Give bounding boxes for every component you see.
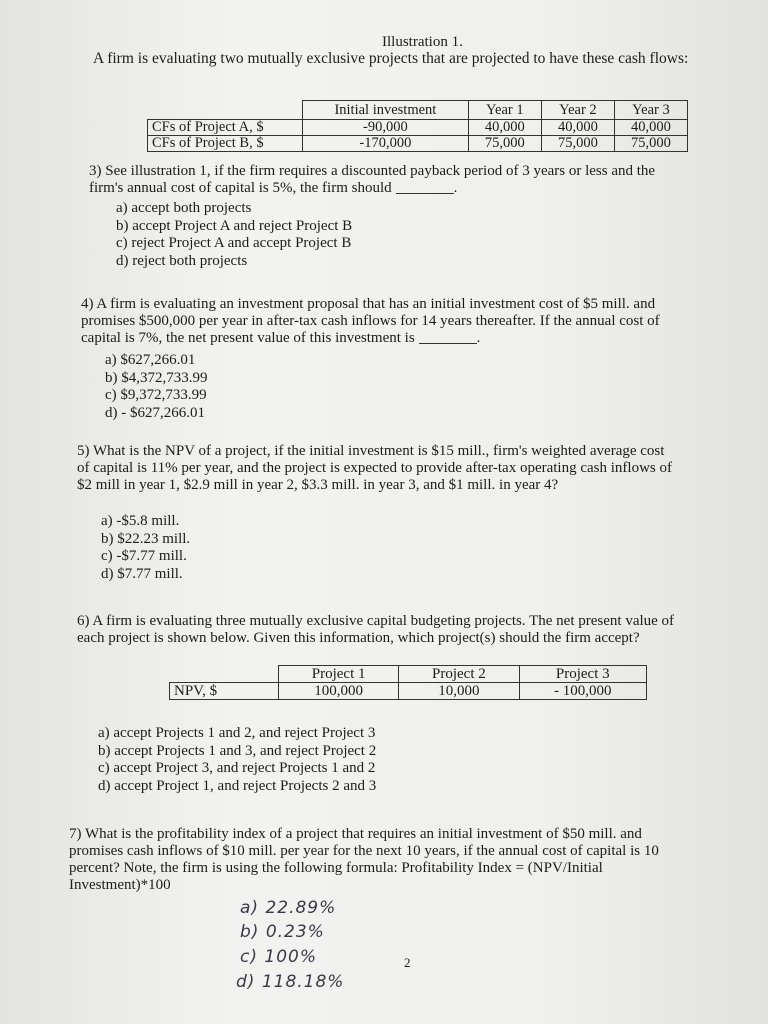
q5-options <box>101 513 190 583</box>
option: b) accept Project A and reject Project B <box>116 217 353 234</box>
empty-corner-cell <box>148 101 303 120</box>
table-cell: 40,000 <box>614 120 687 136</box>
table-header: Year 2 <box>541 101 614 120</box>
table-header: Initial investment <box>303 101 469 120</box>
question-line: Investment)*100 <box>69 877 171 893</box>
table-row <box>170 683 647 700</box>
illustration-title: Illustration 1. <box>382 34 463 50</box>
option: a) -$5.8 mill. <box>101 513 180 529</box>
table-cell: -170,000 <box>303 136 469 152</box>
table-cell: 40,000 <box>541 120 614 136</box>
question-5 <box>77 443 672 494</box>
handwritten-option: d) 118.18% <box>236 972 345 992</box>
option: d) reject both projects <box>116 252 248 269</box>
handwritten-option: c) 100% <box>240 947 317 967</box>
q4-options <box>105 352 208 422</box>
page-number: 2 <box>404 955 411 970</box>
option: b) $22.23 mill. <box>101 530 191 547</box>
table-cell: 75,000 <box>541 136 614 152</box>
question-line: 3) See illustration 1, if the firm requires a discounted payback period of 3 years or less and the <box>89 163 656 179</box>
table-row <box>148 120 688 136</box>
table-header: Year 1 <box>468 101 541 120</box>
question-4: 4) A firm is evaluating an investment proposal that has an initial investment cost of $5 mill. and promises $500,000 per year in after-tax cash inflows for 14 years thereafter. If the annual cost of capital is 7%, the net present value of this investment is . <box>81 296 660 346</box>
question-line: of capital is 11% per year, and the project is expected to provide after-tax operating cash inflows of <box>77 460 672 476</box>
answer-blank <box>396 193 454 194</box>
handwritten-option: b) 0.23% <box>240 922 325 942</box>
option: b) $4,372,733.99 <box>105 369 208 386</box>
table-header: Project 1 <box>279 666 399 683</box>
table-cell: 10,000 <box>399 683 519 700</box>
table-cell: 40,000 <box>468 120 541 136</box>
question-line: promises $500,000 per year in after-tax cash inflows for 14 years thereafter. If the annual cost of <box>81 313 660 329</box>
table-cell: -90,000 <box>303 120 469 136</box>
option: c) $9,372,733.99 <box>105 387 207 403</box>
option: a) $627,266.01 <box>105 352 196 368</box>
option: c) -$7.77 mill. <box>101 548 187 564</box>
option: a) accept both projects <box>116 200 252 216</box>
q6-options <box>98 725 376 795</box>
table-header: Project 3 <box>519 666 646 683</box>
table-cell: 100,000 <box>279 683 399 700</box>
option: c) accept Project 3, and reject Projects 1 and 2 <box>98 760 376 776</box>
question-line: 4) A firm is evaluating an investment proposal that has an initial investment cost of $5 mill. and <box>81 296 656 312</box>
question-line: each project is shown below. Given this information, which project(s) should the firm accept? <box>77 630 640 646</box>
question-line: 5) What is the NPV of a project, if the initial investment is $15 mill., firm's weighted average cost <box>77 443 665 459</box>
row-label: NPV, $ <box>170 683 279 700</box>
table-cell: 75,000 <box>468 136 541 152</box>
question-line: capital is 7%, the net present value of this investment is <box>81 330 415 346</box>
table-row <box>148 136 688 152</box>
q3-options <box>116 200 352 270</box>
table-header: Project 2 <box>399 666 519 683</box>
row-label: CFs of Project B, $ <box>148 136 303 152</box>
question-line: promises cash inflows of $10 mill. per year for the next 10 years, if the annual cost of capital is 10 <box>69 843 659 859</box>
option: a) accept Projects 1 and 2, and reject Project 3 <box>98 725 376 741</box>
option: d) - $627,266.01 <box>105 404 205 421</box>
question-line: 6) A firm is evaluating three mutually exclusive capital budgeting projects. The net present value of <box>77 613 675 629</box>
question-line: percent? Note, the firm is using the following formula: Profitability Index = (NPV/Initial <box>69 860 603 876</box>
option: d) $7.77 mill. <box>101 565 183 582</box>
cash-flow-table <box>147 100 688 152</box>
question-7 <box>69 826 659 894</box>
row-label: CFs of Project A, $ <box>148 120 303 136</box>
empty-corner-cell <box>170 666 279 683</box>
intro-text: A firm is evaluating two mutually exclusive projects that are projected to have these cash flows: <box>93 50 689 67</box>
table-cell: - 100,000 <box>519 683 646 700</box>
question-6 <box>77 613 674 647</box>
option: b) accept Projects 1 and 3, and reject Project 2 <box>98 742 377 759</box>
table-header: Year 3 <box>614 101 687 120</box>
answer-blank <box>419 343 477 344</box>
question-3: 3) See illustration 1, if the firm requires a discounted payback period of 3 years or less and the firm's annual cost of capital is 5%, the firm should . <box>89 163 656 196</box>
handwritten-option: a) 22.89% <box>240 898 337 918</box>
question-line: 7) What is the profitability index of a project that requires an initial investment of $50 mill. and <box>69 826 642 842</box>
option: c) reject Project A and accept Project B <box>116 235 352 251</box>
question-line: firm's annual cost of capital is 5%, the firm should <box>89 180 392 196</box>
option: d) accept Project 1, and reject Projects 2 and 3 <box>98 777 377 794</box>
table-cell: 75,000 <box>614 136 687 152</box>
npv-table <box>169 665 647 700</box>
question-line: $2 mill in year 1, $2.9 mill in year 2, $3.3 mill. in year 3, and $1 mill. in year 4? <box>77 477 559 493</box>
